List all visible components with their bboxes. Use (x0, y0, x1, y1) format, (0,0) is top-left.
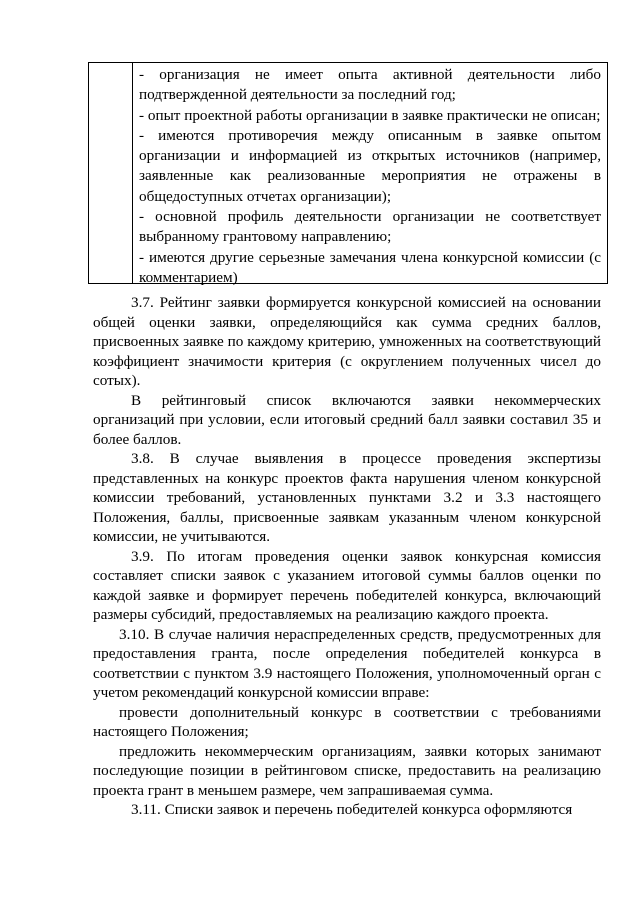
criterion-item: - основной профиль деятельности организации не соответствует выбранному грантовому направлению; (139, 208, 601, 246)
paragraph-3-7: 3.7. Рейтинг заявки формируется конкурсной комиссией на основании общей оценки заявки, определяющийся как сумма средних баллов, присвоенных заявке по каждому критерию, умноженных на соответствующий коэффициент значимости критерия (с округлением полученных чисел до сотых). (93, 294, 601, 389)
criterion-item: - опыт проектной работы организации в заявке практически не описан; (139, 106, 601, 124)
criterion-item: - имеются противоречия между описанным в заявке опытом организации и информацией из открытых источников (например, заявленные как реализованные мероприятия не отражены в общедоступных отчетах организации); (139, 126, 601, 205)
table-empty-cell (89, 63, 133, 283)
table-criteria-cell (133, 63, 607, 288)
paragraph-reduced-grant: предложить некоммерческим организациям, заявки которых занимают последующие позиции в рейтинговом списке, предоставить на реализацию проекта грант в меньшем размере, чем запрашиваемая сумма. (93, 742, 601, 799)
paragraph-3-11: 3.11. Списки заявок и перечень победителей конкурса оформляются (131, 801, 573, 818)
criterion-item: - имеются другие серьезные замечания члена конкурсной комиссии (с комментарием) (139, 248, 601, 286)
paragraph-3-8: 3.8. В случае выявления в процессе проведения экспертизы представленных на конкурс проектов факта нарушения членом конкурсной комиссии требований, установленных пунктами 3.2 и 3.3 настоящего Положения, баллы, присвоенные заявкам указанным членом конкурсной комиссии, не учитываются. (93, 450, 601, 545)
criterion-item: - организация не имеет опыта активной деятельности либо подтвержденной деятельности за последний год; (139, 66, 601, 104)
criteria-table (88, 62, 608, 284)
paragraph-3-9: 3.9. По итогам проведения оценки заявок конкурсная комиссия составляет списки заявок с указанием итоговой суммы баллов оценки по каждой заявке и формирует перечень победителей конкурса, включающий размеры субсидий, предоставляемых на реализацию каждого проекта. (93, 547, 601, 623)
paragraph-rating-list: В рейтинговый список включаются заявки некоммерческих организаций при условии, если итоговый средний балл заявки составил 35 и более баллов. (93, 391, 601, 448)
paragraph-additional-contest: провести дополнительный конкурс в соответствии с требованиями настоящего Положения; (93, 703, 601, 740)
paragraph-3-10: 3.10. В случае наличия нераспределенных средств, предусмотренных для предоставления гранта, после определения победителей конкурса в соответствии с пунктом 3.9 настоящего Положения, уполномоченный орган с учетом рекомендаций конкурсной комиссии вправе: (93, 625, 601, 701)
document-body (93, 293, 601, 820)
